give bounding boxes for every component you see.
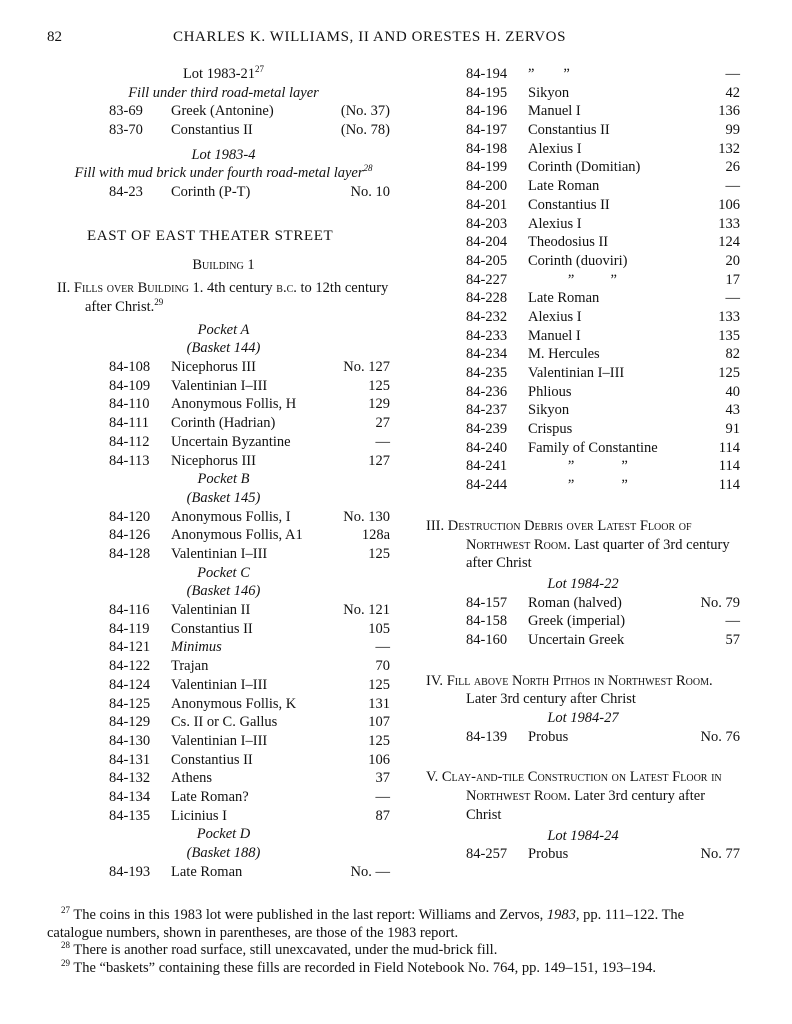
coin-description: Constantius II xyxy=(528,122,610,139)
catalogue-number: (No. 78) xyxy=(340,122,390,139)
section-heading: IV. Fill above North Pithos in Northwest Room. Later 3rd century after Christ xyxy=(426,672,713,708)
pocket-title: Pocket C xyxy=(197,564,250,581)
catalogue-number: 17 xyxy=(725,271,740,288)
catalogue-number: — xyxy=(725,290,740,307)
catalogue-number: 125 xyxy=(368,546,390,562)
catalogue-number: 105 xyxy=(368,620,390,637)
basket-label: (Basket 145) xyxy=(186,489,261,506)
catalogue-number: — xyxy=(725,178,740,195)
catalogue-number: 128a xyxy=(361,527,390,544)
pocket-title: Pocket A xyxy=(197,321,250,338)
coin-description: Phlious xyxy=(528,383,572,400)
inventory-number: 83-69 xyxy=(109,103,143,120)
lot-heading: Lot 1984-22 xyxy=(547,575,619,592)
coin-description: ” ” xyxy=(528,458,628,475)
catalogue-number: — xyxy=(375,639,390,656)
coin-list xyxy=(57,863,390,882)
coin-description: Constantius II xyxy=(171,122,253,139)
coin-description: Alexius I xyxy=(528,140,582,157)
catalogue-number: No. 127 xyxy=(343,359,390,376)
catalogue-number: 107 xyxy=(368,714,390,731)
inventory-number: 84-239 xyxy=(466,421,508,438)
inventory-number: 84-199 xyxy=(466,159,508,176)
inventory-number: 84-196 xyxy=(466,103,508,120)
catalogue-number: 106 xyxy=(368,751,390,768)
inventory-number: 84-112 xyxy=(109,433,150,450)
catalogue-number: 114 xyxy=(718,439,740,456)
catalogue-number: 127 xyxy=(368,452,390,469)
inventory-number: 84-134 xyxy=(109,788,151,805)
catalogue-number: 87 xyxy=(375,807,390,824)
catalogue-number: 114 xyxy=(718,477,740,494)
coin-row xyxy=(426,631,740,650)
pocket-title: Pocket B xyxy=(197,471,250,488)
inventory-number: 84-129 xyxy=(109,714,151,731)
coin-description: Greek (imperial) xyxy=(528,613,626,630)
inventory-number: 84-204 xyxy=(466,234,508,251)
inventory-number: 84-193 xyxy=(109,863,151,880)
coin-description: Constantius II xyxy=(171,751,253,768)
lot-subheading: Fill with mud brick under fourth road-metal layer$^{28}$ xyxy=(74,163,373,182)
inventory-number: 84-205 xyxy=(466,252,508,269)
coin-row xyxy=(426,102,740,121)
coin-row xyxy=(426,308,740,327)
basket-label: (Basket 188) xyxy=(186,845,261,862)
coin-row xyxy=(57,433,390,452)
coin-description: Crispus xyxy=(528,421,573,438)
coin-description: Anonymous Follis, K xyxy=(171,695,297,712)
coin-description: Corinth (duoviri) xyxy=(528,252,628,269)
coin-row xyxy=(426,177,740,196)
catalogue-number: No. 76 xyxy=(700,728,740,745)
coin-description: Nicephorus III xyxy=(171,359,256,376)
inventory-number: 84-158 xyxy=(466,613,508,630)
coin-description: M. Hercules xyxy=(528,346,600,363)
catalogue-number: — xyxy=(725,66,740,82)
coin-row xyxy=(57,769,390,788)
lot-heading: Lot $1983-21^{27}$ xyxy=(182,64,265,82)
coin-row xyxy=(57,452,390,471)
section-title: EAST OF EAST THEATER STREET xyxy=(87,227,334,244)
coin-row xyxy=(426,233,740,252)
coin-description: Corinth (P-T) xyxy=(171,184,251,201)
inventory-number: 84-201 xyxy=(466,196,508,213)
coin-row xyxy=(426,439,740,458)
inventory-number: 84-232 xyxy=(466,308,508,325)
coin-list xyxy=(57,508,390,564)
inventory-number: 84-120 xyxy=(109,508,151,525)
coin-list xyxy=(57,358,390,470)
left-column xyxy=(57,65,390,881)
coin-description: Anonymous Follis, I xyxy=(171,508,291,525)
inventory-number: 84-197 xyxy=(466,122,508,139)
coin-row xyxy=(57,414,390,433)
coin-row xyxy=(426,401,740,420)
coin-row xyxy=(426,345,740,364)
inventory-number: 84-227 xyxy=(466,271,508,288)
coin-list xyxy=(57,183,390,202)
coin-row xyxy=(57,807,390,826)
footnote: $^{28}$ There is another road surface, still unexcavated, under the mud-brick fill. xyxy=(61,940,498,958)
inventory-number: 84-126 xyxy=(109,527,151,544)
inventory-number: 84-241 xyxy=(466,458,508,475)
catalogue-number: No. 130 xyxy=(343,508,390,525)
coin-row xyxy=(57,751,390,770)
coin-list xyxy=(426,594,740,650)
catalogue-number: 125 xyxy=(718,365,740,381)
inventory-number: 84-131 xyxy=(109,751,151,768)
footnote: $^{29}$ The “baskets” containing these fills are recorded in Field Notebook No. 764, pp. 149–151, 193–194. xyxy=(61,957,657,976)
inventory-number: 84-235 xyxy=(466,365,508,381)
inventory-number: 84-125 xyxy=(109,695,151,712)
catalogue-number: No. 121 xyxy=(343,602,390,619)
catalogue-number: 40 xyxy=(725,383,740,400)
lot-heading: Lot 1983-4 xyxy=(191,146,256,163)
coin-row xyxy=(426,612,740,631)
coin-row xyxy=(426,383,740,402)
coin-description: Valentinian I–III xyxy=(171,732,268,749)
coin-row xyxy=(426,420,740,439)
coin-row xyxy=(426,140,740,159)
inventory-number: 84-135 xyxy=(109,807,151,824)
coin-description: Licinius I xyxy=(171,807,227,824)
catalogue-number: 42 xyxy=(725,84,740,101)
catalogue-number: 91 xyxy=(725,421,740,438)
catalogue-number: 37 xyxy=(375,770,390,787)
coin-row xyxy=(57,526,390,545)
catalogue-number: 133 xyxy=(718,308,740,325)
coin-list xyxy=(426,845,740,864)
catalogue-number: 99 xyxy=(725,122,740,139)
coin-list xyxy=(426,728,740,747)
catalogue-number: (No. 37) xyxy=(340,103,390,120)
coin-description: Manuel I xyxy=(528,103,581,120)
coin-description: Theodosius II xyxy=(528,234,609,251)
inventory-number: 84-195 xyxy=(466,84,508,101)
coin-description: Probus xyxy=(528,728,569,745)
coin-list xyxy=(426,65,740,495)
coin-row xyxy=(57,695,390,714)
catalogue-number: 70 xyxy=(375,658,390,675)
catalogue-number: No. — xyxy=(350,863,390,880)
coin-description: Family of Constantine xyxy=(528,439,658,456)
coin-description: Greek (Antonine) xyxy=(171,103,274,120)
coin-description: Valentinian I–III xyxy=(171,546,268,562)
catalogue-number: 135 xyxy=(718,327,740,344)
coin-description: Valentinian I–III xyxy=(528,365,625,381)
lot-subheading: Fill under third road-metal layer xyxy=(128,84,319,101)
catalogue-number: 20 xyxy=(725,252,740,269)
coin-description: Cs. II or C. Gallus xyxy=(171,714,278,731)
inventory-number: 84-109 xyxy=(109,377,151,394)
catalogue-number: 124 xyxy=(718,234,740,251)
coin-row xyxy=(57,601,390,620)
coin-row xyxy=(57,638,390,657)
catalogue-number: — xyxy=(375,433,390,450)
inventory-number: 84-203 xyxy=(466,215,508,232)
coin-row xyxy=(57,377,390,396)
coin-description: ” ” xyxy=(528,271,617,288)
catalogue-number: 43 xyxy=(725,402,740,419)
inventory-number: 84-124 xyxy=(109,676,151,693)
basket-label: (Basket 144) xyxy=(186,340,261,357)
catalogue-number: 125 xyxy=(368,377,390,394)
catalogue-number: 125 xyxy=(368,676,390,693)
coin-description: Corinth (Domitian) xyxy=(528,159,641,176)
section-heading: II. Fills over Building 1. 4th century b.c. to 12th century after Christ.$^{29}$ xyxy=(57,280,389,315)
lot-heading: Lot 1984-27 xyxy=(547,710,619,727)
coin-row xyxy=(57,358,390,377)
coin-row xyxy=(426,457,740,476)
catalogue-number: No. 79 xyxy=(700,594,740,611)
coin-row xyxy=(57,121,390,140)
catalogue-number: 129 xyxy=(368,396,390,413)
coin-description: Constantius II xyxy=(528,196,610,213)
inventory-number: 84-200 xyxy=(466,178,508,195)
inventory-number: 84-157 xyxy=(466,594,508,611)
coin-description: Constantius II xyxy=(171,620,253,637)
inventory-number: 84-139 xyxy=(466,728,508,745)
footnotes xyxy=(47,907,741,977)
inventory-number: 84-194 xyxy=(466,66,508,82)
coin-description: ” ” xyxy=(528,66,570,82)
coin-description: Roman (halved) xyxy=(528,594,622,611)
footnote: $^{27}$ The coins in this 1983 lot were published in the last report: Williams and Zervos, 1983, pp. 111–122. The catalogue numbers, shown in parentheses, are those of the 1983 report. xyxy=(47,905,685,941)
inventory-number: 84-233 xyxy=(466,327,508,344)
coin-row xyxy=(57,183,390,202)
inventory-number: 84-122 xyxy=(109,658,151,675)
right-column xyxy=(426,65,740,864)
page-number: 82 xyxy=(47,29,62,45)
coin-row xyxy=(426,215,740,234)
coin-description: Probus xyxy=(528,846,569,863)
coin-row xyxy=(426,196,740,215)
basket-label: (Basket 146) xyxy=(186,583,261,600)
catalogue-number: 26 xyxy=(725,159,740,176)
coin-description: Alexius I xyxy=(528,215,582,232)
inventory-number: 84-110 xyxy=(109,396,150,413)
coin-list xyxy=(57,601,390,825)
coin-description: Trajan xyxy=(171,658,209,675)
running-title: CHARLES K. WILLIAMS, II AND ORESTES H. ZERVOS xyxy=(173,29,567,45)
coin-description: Uncertain Greek xyxy=(528,632,625,648)
coin-description: Valentinian I–III xyxy=(171,676,268,693)
coin-row xyxy=(426,289,740,308)
coin-description: Late Roman xyxy=(528,178,600,195)
catalogue-number: 136 xyxy=(718,103,740,120)
coin-description: Late Roman xyxy=(528,290,600,307)
inventory-number: 84-240 xyxy=(466,439,508,456)
inventory-number: 84-111 xyxy=(109,415,150,432)
coin-row xyxy=(57,863,390,882)
catalogue-number: — xyxy=(725,613,740,630)
coin-row xyxy=(57,713,390,732)
coin-description: Nicephorus III xyxy=(171,452,256,469)
coin-description: Manuel I xyxy=(528,327,581,344)
building-title: Building 1 xyxy=(192,256,255,273)
inventory-number: 84-121 xyxy=(109,639,151,656)
coin-description: Alexius I xyxy=(528,308,582,325)
inventory-number: 84-113 xyxy=(109,452,150,469)
coin-row xyxy=(57,788,390,807)
inventory-number: 84-257 xyxy=(466,846,508,863)
section-heading: V. Clay-and-tile Construction on Latest Floor in Northwest Room. Later 3rd century after Christ xyxy=(426,769,722,823)
coin-row xyxy=(57,657,390,676)
coin-row xyxy=(426,65,740,84)
inventory-number: 84-236 xyxy=(466,383,508,400)
catalogue-number: 114 xyxy=(718,458,740,475)
catalogue-number: No. 10 xyxy=(350,184,390,201)
catalogue-number: 106 xyxy=(718,196,740,213)
coin-row xyxy=(57,508,390,527)
inventory-number: 84-128 xyxy=(109,546,151,562)
catalogue-number: 132 xyxy=(718,140,740,157)
inventory-number: 84-132 xyxy=(109,770,151,787)
inventory-number: 84-108 xyxy=(109,359,151,376)
coin-description: Athens xyxy=(171,770,213,787)
inventory-number: 84-160 xyxy=(466,632,508,648)
catalogue-number: 57 xyxy=(725,632,740,648)
coin-description: Anonymous Follis, H xyxy=(171,396,297,413)
coin-row xyxy=(426,364,740,383)
coin-row xyxy=(426,121,740,140)
coin-row xyxy=(57,102,390,121)
coin-description: Uncertain Byzantine xyxy=(171,433,291,450)
coin-description: Late Roman? xyxy=(171,788,249,805)
coin-row xyxy=(426,845,740,864)
coin-description: Sikyon xyxy=(528,402,570,419)
catalogue-number: — xyxy=(375,788,390,805)
lot-heading: Lot 1984-24 xyxy=(547,827,619,844)
catalogue-number: No. 77 xyxy=(700,846,740,863)
inventory-number: 84-130 xyxy=(109,732,151,749)
coin-row xyxy=(426,252,740,271)
coin-list xyxy=(57,102,390,139)
coin-row xyxy=(426,84,740,103)
coin-row xyxy=(426,728,740,747)
coin-row xyxy=(426,327,740,346)
coin-description: ” ” xyxy=(528,477,628,494)
inventory-number: 84-244 xyxy=(466,477,508,494)
inventory-number: 83-70 xyxy=(109,122,143,139)
coin-description: Minimus xyxy=(171,639,222,656)
coin-description: Corinth (Hadrian) xyxy=(171,415,276,432)
coin-description: Sikyon xyxy=(528,84,570,101)
catalogue-number: 125 xyxy=(368,732,390,749)
inventory-number: 84-228 xyxy=(466,290,508,307)
coin-description: Late Roman xyxy=(171,863,243,880)
section-heading: III. Destruction Debris over Latest Floor of Northwest Room. Last quarter of 3rd century after Christ xyxy=(426,517,730,572)
coin-row xyxy=(57,620,390,639)
coin-row xyxy=(426,476,740,495)
coin-row xyxy=(57,395,390,414)
coin-row xyxy=(426,158,740,177)
inventory-number: 84-198 xyxy=(466,140,508,157)
coin-row xyxy=(426,594,740,613)
coin-row xyxy=(57,545,390,564)
pocket-title: Pocket D xyxy=(196,826,251,843)
running-header xyxy=(47,28,737,48)
catalogue-number: 27 xyxy=(375,415,390,432)
inventory-number: 84-116 xyxy=(109,602,150,619)
inventory-number: 84-237 xyxy=(466,402,508,419)
inventory-number: 84-234 xyxy=(466,346,508,363)
coin-description: Valentinian II xyxy=(171,602,251,619)
coin-description: Anonymous Follis, A1 xyxy=(171,527,303,544)
catalogue-number: 131 xyxy=(368,695,390,712)
coin-description: Valentinian I–III xyxy=(171,377,268,394)
catalogue-number: 133 xyxy=(718,215,740,232)
inventory-number: 84-23 xyxy=(109,184,143,201)
coin-row xyxy=(57,676,390,695)
inventory-number: 84-119 xyxy=(109,620,150,637)
coin-row xyxy=(57,732,390,751)
coin-row xyxy=(426,271,740,290)
catalogue-number: 82 xyxy=(725,346,740,363)
